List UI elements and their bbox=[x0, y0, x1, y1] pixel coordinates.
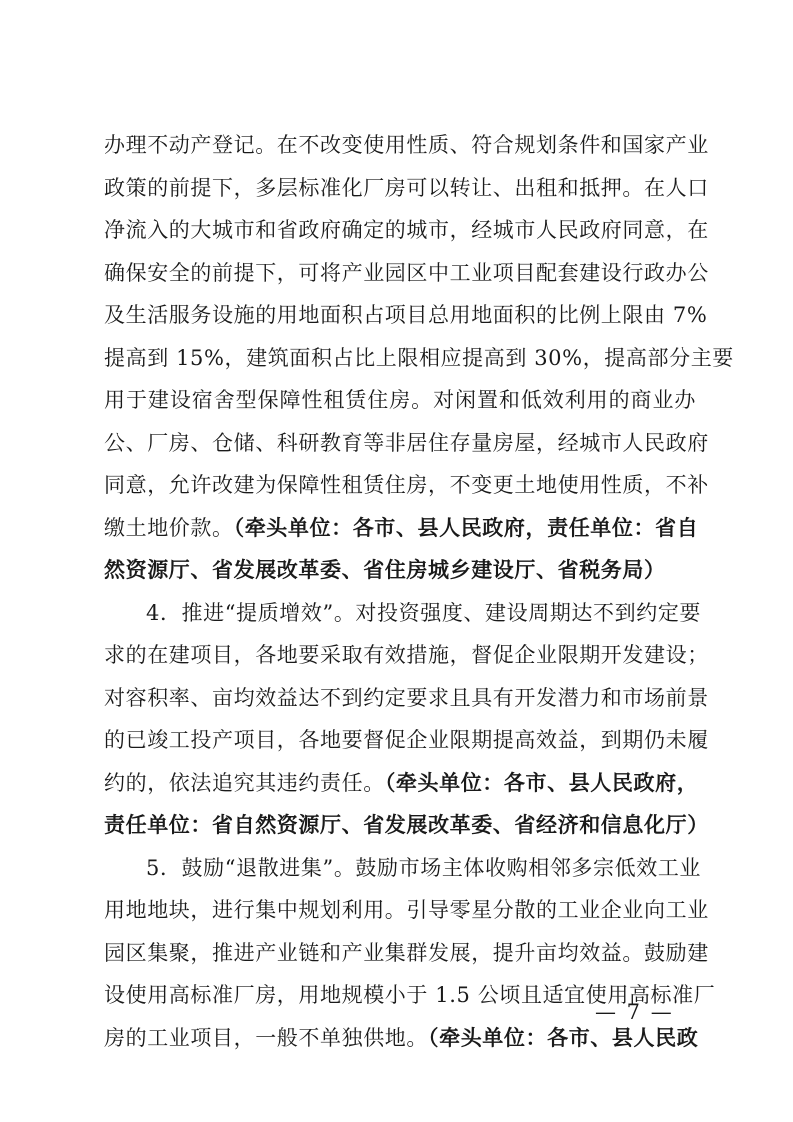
text-line bbox=[104, 804, 709, 847]
body-text-segment: 的已竣工投产项目，各地要督促企业限期提高效益，到期仍未履 bbox=[104, 728, 709, 752]
body-text-segment: 5．鼓励“退散进集”。鼓励市场主体收购相邻多宗低效工业 bbox=[146, 855, 702, 880]
body-text-segment: 设使用高标准厂房，用地规模小于 1.5 公顷且适宜使用高标准厂 bbox=[104, 983, 716, 1007]
body-text-segment: 政策的前提下，多层标准化厂房可以转让、出租和抵押。在人口 bbox=[104, 175, 709, 200]
text-line bbox=[104, 422, 709, 465]
body-text-segment: 同意，允许改建为保障性租赁住房，不变更土地使用性质，不补 bbox=[104, 473, 709, 497]
body-text-segment: 用地地块，进行集中规划利用。引导零星分散的工业企业向工业 bbox=[104, 898, 709, 922]
body-text-segment: 确保安全的前提下，可将产业园区中工业项目配套建设行政办公 bbox=[104, 260, 709, 285]
body-text-segment: 房的工业项目，一般不单独供地。 bbox=[104, 1025, 428, 1050]
text-line bbox=[104, 294, 708, 337]
text-line bbox=[104, 507, 699, 550]
text-line bbox=[104, 549, 696, 592]
body-text-segment: 对容积率、亩均效益达不到约定要求且具有开发潜力和市场前景 bbox=[104, 685, 709, 710]
body-text-segment: 缴土地价款。 bbox=[104, 515, 234, 540]
body-text-segment: 4．推进“提质增效”。对投资强度、建设周期达不到约定要 bbox=[146, 600, 702, 625]
text-line bbox=[104, 677, 709, 720]
text-line bbox=[104, 847, 702, 890]
text-line bbox=[104, 464, 709, 507]
document-body bbox=[104, 124, 734, 1059]
responsibility-note: 责任单位：省自然资源厅、省发展改革委、省经济和信息化厅） bbox=[104, 812, 709, 837]
body-text-segment: 求的在建项目，各地要采取有效措施，督促企业限期开发建设； bbox=[104, 643, 709, 667]
text-line bbox=[104, 889, 709, 932]
body-text-segment: 及生活服务设施的用地面积占项目总用地面积的比例上限由 7% bbox=[104, 303, 708, 327]
text-line bbox=[104, 719, 709, 762]
text-line bbox=[104, 167, 709, 210]
text-line bbox=[104, 337, 734, 380]
body-text-segment: 办理不动产登记。在不改变使用性质、符合规划条件和国家产业 bbox=[104, 133, 709, 157]
text-line bbox=[104, 592, 702, 635]
body-text-segment: 公、厂房、仓储、科研教育等非居住存量房屋，经城市人民政府 bbox=[104, 430, 709, 455]
body-text-segment: 约的，依法追究其违约责任。 bbox=[104, 770, 385, 795]
responsibility-note: （牵头单位：各市、县人民政 bbox=[428, 1024, 699, 1050]
text-line bbox=[104, 634, 709, 677]
body-text-segment: 净流入的大城市和省政府确定的城市，经城市人民政府同意，在 bbox=[104, 218, 709, 242]
text-line bbox=[104, 379, 696, 422]
body-text-segment: 提高到 15%，建筑面积占比上限相应提高到 30%，提高部分主要 bbox=[104, 345, 734, 370]
page-number: — 7 — bbox=[595, 1000, 674, 1024]
text-line bbox=[104, 209, 709, 252]
text-line bbox=[104, 762, 699, 805]
text-line bbox=[104, 124, 709, 167]
text-line bbox=[104, 932, 709, 975]
responsibility-note: （牵头单位：各市、县人民政府， bbox=[384, 769, 699, 795]
body-text-segment: 园区集聚，推进产业链和产业集群发展，提升亩均效益。鼓励建 bbox=[104, 940, 709, 965]
responsibility-note: 然资源厅、省发展改革委、省住房城乡建设厅、省税务局） bbox=[104, 557, 666, 582]
body-text-segment: 用于建设宿舍型保障性租赁住房。对闲置和低效利用的商业办 bbox=[104, 388, 696, 412]
responsibility-note: （牵头单位：各市、县人民政府，责任单位：省自 bbox=[233, 514, 699, 540]
text-line bbox=[104, 252, 709, 295]
